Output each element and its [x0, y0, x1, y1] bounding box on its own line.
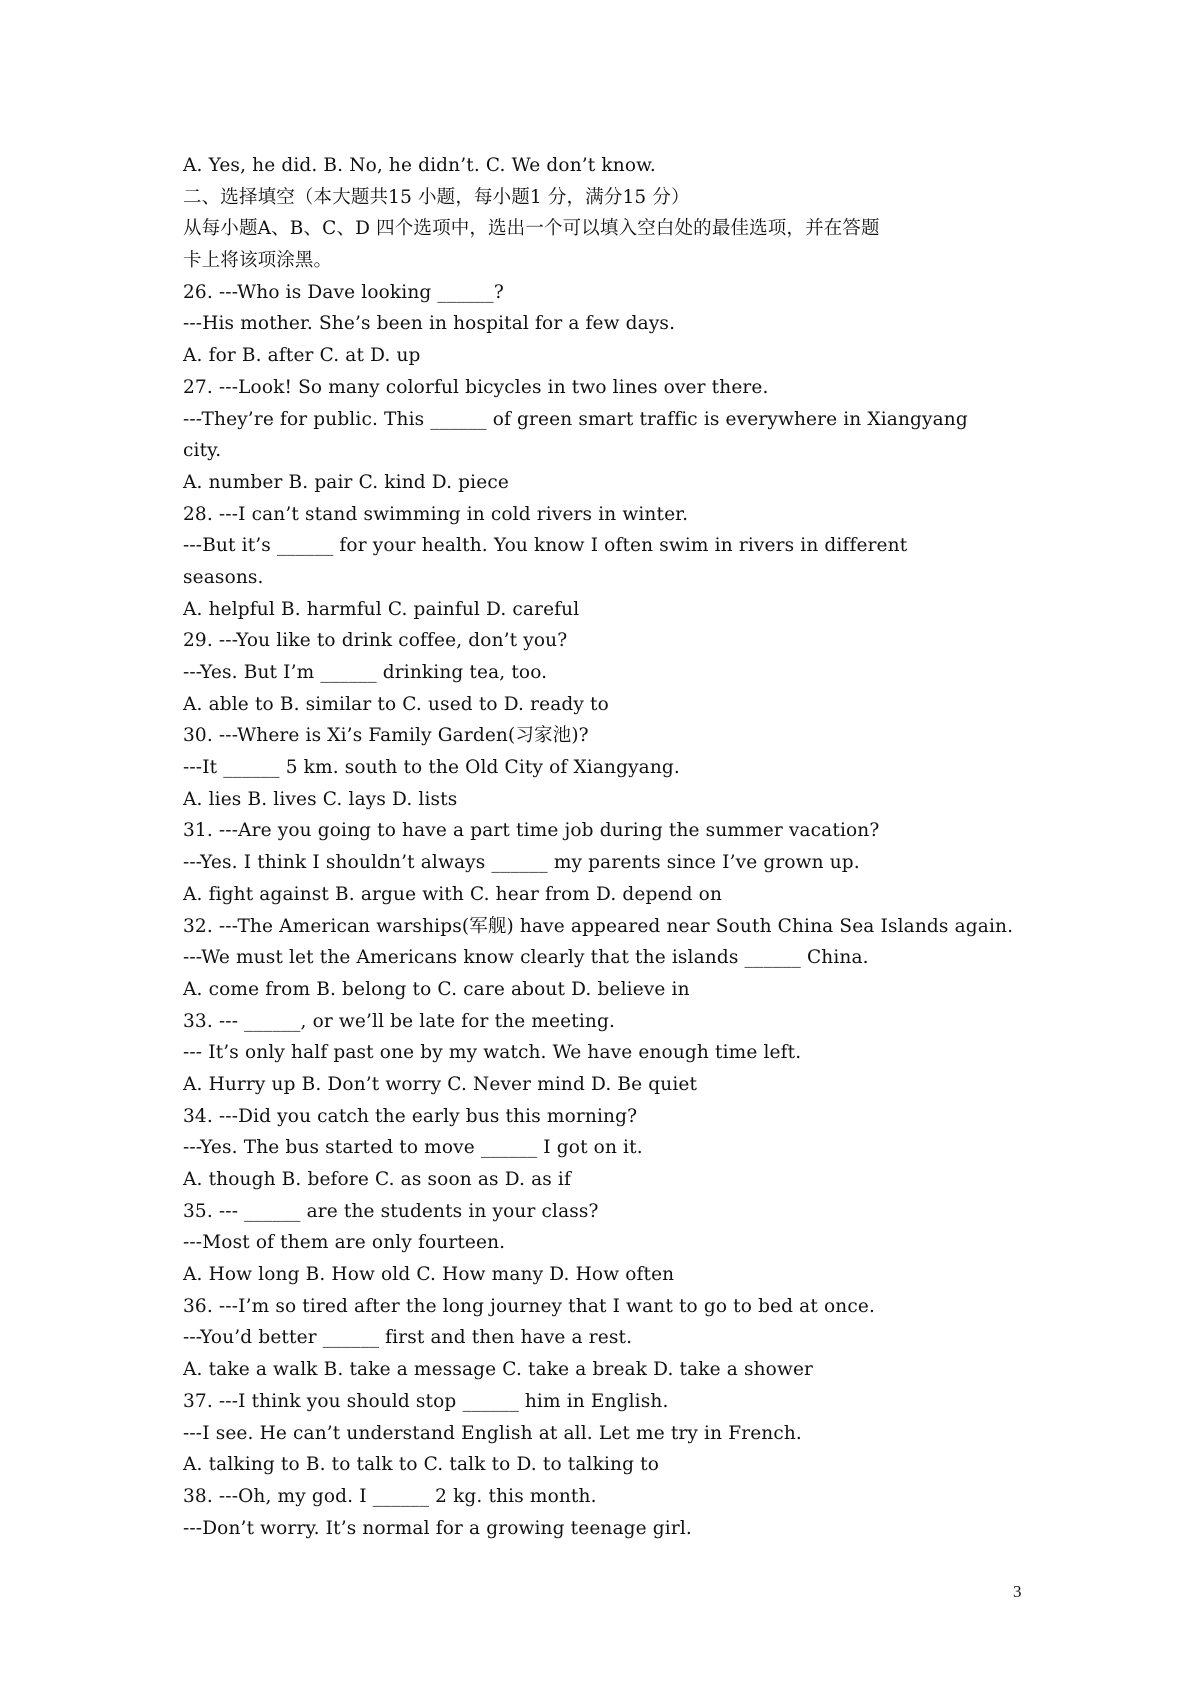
question-33-prompt: 33. --- ______, or we’ll be late for the meeting.	[183, 1010, 615, 1032]
section-instructions: 从每小题A、B、C、D 四个选项中，选出一个可以填入空白处的最佳选项，并在答题	[183, 218, 880, 240]
question-27-options: A. number B. pair C. kind D. piece	[183, 471, 509, 493]
page-number: 3	[1013, 1582, 1022, 1601]
question-32-prompt: 32. ---The American warships(军舰) have appeared near South China Sea Islands again.	[183, 915, 1014, 937]
question-28-options: A. helpful B. harmful C. painful D. careful	[183, 598, 580, 620]
question-33-response: --- It’s only half past one by my watch. We have enough time left.	[183, 1042, 802, 1064]
question-30-options: A. lies B. lives C. lays D. lists	[183, 788, 458, 810]
question-29-options: A. able to B. similar to C. used to D. ready to	[183, 693, 609, 715]
text-line: A. Yes, he did. B. No, he didn’t. C. We don’t know.	[183, 155, 656, 176]
question-36-prompt: 36. ---I’m so tired after the long journey that I want to go to bed at once.	[183, 1295, 875, 1317]
question-38-response: ---Don’t worry. It’s normal for a growing teenage girl.	[183, 1517, 692, 1539]
question-28-response: seasons.	[183, 566, 264, 588]
question-31-options: A. fight against B. argue with C. hear from D. depend on	[183, 883, 723, 905]
question-30-response: ---It ______ 5 km. south to the Old City of Xiangyang.	[183, 757, 680, 779]
question-36-response: ---You’d better ______ first and then have a rest.	[183, 1327, 633, 1349]
question-28-response: ---But it’s ______ for your health. You know I often swim in rivers in different	[183, 535, 908, 557]
question-27-response: city.	[183, 440, 222, 462]
question-29-response: ---Yes. But I’m ______ drinking tea, too.	[183, 662, 548, 683]
exam-text-body	[183, 150, 1043, 1544]
question-38-prompt: 38. ---Oh, my god. I ______ 2 kg. this month.	[183, 1485, 597, 1507]
question-33-options: A. Hurry up B. Don’t worry C. Never mind D. Be quiet	[183, 1073, 698, 1095]
question-31-response: ---Yes. I think I shouldn’t always ______ my parents since I’ve grown up.	[183, 852, 860, 874]
question-27-prompt: 27. ---Look! So many colorful bicycles in two lines over there.	[183, 376, 769, 398]
question-26-options: A. for B. after C. at D. up	[183, 345, 421, 367]
question-29-prompt: 29. ---You like to drink coffee, don’t you?	[183, 630, 568, 652]
question-37-options: A. talking to B. to talk to C. talk to D. to talking to	[183, 1454, 659, 1476]
question-32-options: A. come from B. belong to C. care about D. believe in	[183, 978, 690, 1000]
question-34-prompt: 34. ---Did you catch the early bus this morning?	[183, 1105, 638, 1127]
question-26-response: ---His mother. She’s been in hospital for a few days.	[183, 313, 676, 335]
question-27-response: ---They’re for public. This ______ of green smart traffic is everywhere in Xiangyang	[183, 408, 968, 430]
question-26-prompt: 26. ---Who is Dave looking ______?	[183, 281, 504, 303]
question-32-response: ---We must let the Americans know clearly that the islands ______ China.	[183, 947, 869, 969]
question-31-prompt: 31. ---Are you going to have a part time job during the summer vacation?	[183, 820, 880, 842]
question-37-response: ---I see. He can’t understand English at all. Let me try in French.	[183, 1422, 802, 1444]
question-35-response: ---Most of them are only fourteen.	[183, 1232, 506, 1254]
section-heading: 二、选择填空（本大题共15 小题，每小题1 分，满分15 分）	[183, 186, 690, 208]
question-34-options: A. though B. before C. as soon as D. as if	[183, 1169, 571, 1190]
question-34-response: ---Yes. The bus started to move ______ I got on it.	[183, 1137, 643, 1159]
question-28-prompt: 28. ---I can’t stand swimming in cold rivers in winter.	[183, 503, 689, 525]
question-36-options: A. take a walk B. take a message C. take a break D. take a shower	[183, 1359, 814, 1381]
question-30-prompt: 30. ---Where is Xi’s Family Garden(习家池)?	[183, 725, 589, 747]
question-35-options: A. How long B. How old C. How many D. How often	[183, 1264, 675, 1286]
question-35-prompt: 35. --- ______ are the students in your class?	[183, 1200, 599, 1222]
section-instructions: 卡上将该项涂黑。	[183, 250, 333, 272]
question-37-prompt: 37. ---I think you should stop ______ him in English.	[183, 1390, 669, 1412]
